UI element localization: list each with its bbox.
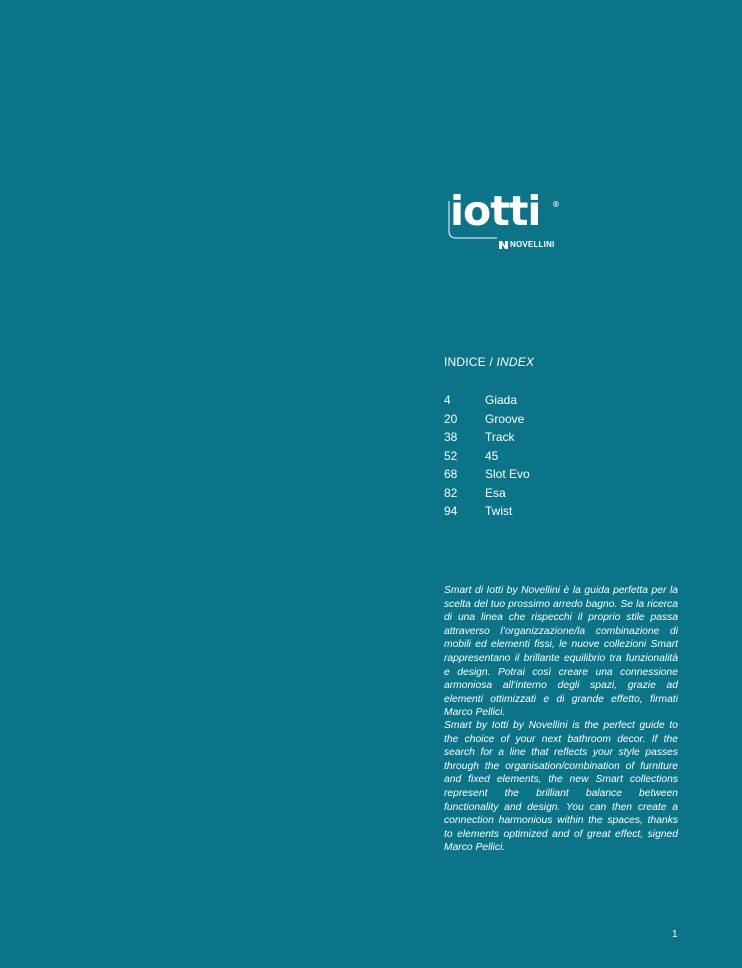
table-of-contents xyxy=(444,393,644,523)
toc-entry[interactable] xyxy=(444,393,644,412)
toc-entry[interactable] xyxy=(444,430,644,449)
toc-title: Track xyxy=(485,430,515,444)
toc-title: Twist xyxy=(485,504,513,518)
toc-title: Groove xyxy=(485,411,525,426)
index-heading-separator: / xyxy=(485,355,497,369)
iotti-logo xyxy=(441,187,563,255)
toc-entry[interactable] xyxy=(444,412,644,431)
page-number: 1 xyxy=(672,929,678,940)
toc-page: 38 xyxy=(444,430,458,444)
logo-wordmark: iotti xyxy=(450,187,541,235)
toc-title: Giada xyxy=(485,393,518,407)
index-heading-it: INDICE xyxy=(444,355,486,369)
index-heading xyxy=(444,355,534,369)
toc-entry[interactable] xyxy=(444,504,644,523)
intro-paragraph-italian: Smart di Iotti by Novellini è la guida perfetta per la scelta del tuo prossimo arredo bagno. Se la ricerca di una linea che rispecchi il proprio stile passa attraverso l’organizzazione/la combinazione di mobili ed elementi fissi, le nuove collezioni Smart rappresentano il brillante equilibrio tra funzionalità e design. Potrai così creare una connessione armoniosa all’interno degli spazi, grazie ad elementi ottimizzati e di grande effetto, firmati Marco Pellici. xyxy=(444,585,678,719)
logo-byline xyxy=(499,240,554,249)
toc-title: Slot Evo xyxy=(485,467,530,481)
intro-paragraph-english: Smart by Iotti by Novellini is the perfect guide to the choice of your next bathroom decor. If the search for a line that reflects your style passes through the organisation/combination of furniture and fixed elements, the new Smart collections represent the brilliant balance between functionality and design. You can then create a connection harmonious within the spaces, thanks to elements optimized and of great effect, signed Marco Pellici. xyxy=(444,720,678,854)
toc-title: Esa xyxy=(485,485,506,500)
index-heading-en: INDEX xyxy=(496,355,535,369)
toc-page: 52 xyxy=(444,448,458,463)
toc-entry[interactable] xyxy=(444,467,644,486)
registered-mark: ® xyxy=(553,200,559,209)
toc-page: 82 xyxy=(444,485,458,500)
toc-title: 45 xyxy=(485,448,499,463)
toc-page: 20 xyxy=(444,411,458,426)
novellini-n-icon xyxy=(499,241,508,249)
toc-entry[interactable] xyxy=(444,486,644,505)
toc-page: 68 xyxy=(444,467,458,481)
logo-byline-text: NOVELLINI xyxy=(510,240,555,249)
toc-entry[interactable] xyxy=(444,449,644,468)
toc-page: 94 xyxy=(444,504,458,518)
toc-page: 4 xyxy=(444,393,451,407)
